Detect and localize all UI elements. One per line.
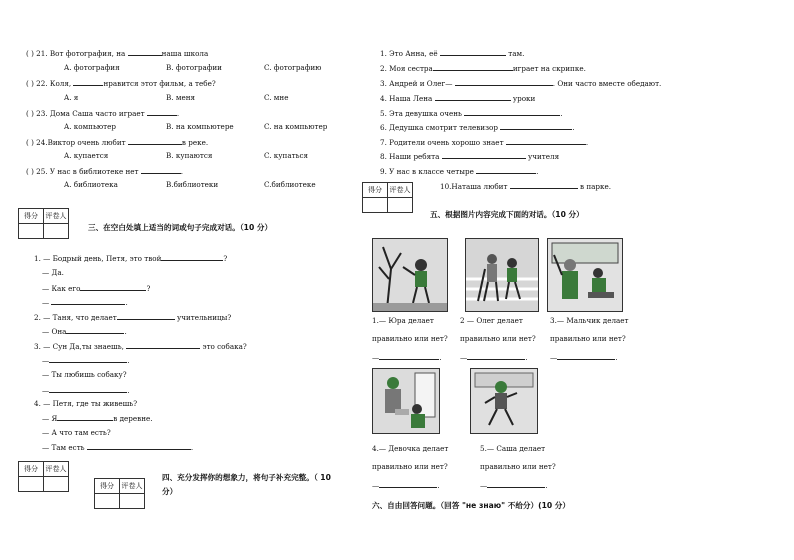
dialog-line: — . xyxy=(42,386,130,395)
pic-question-line: 4.— Девочка делает xyxy=(372,444,449,453)
pic-answer-line: — . xyxy=(550,353,618,362)
pic-question-line: 3.— Мальчик делает xyxy=(550,316,629,325)
pic-question-line: правильно или нет? xyxy=(480,462,556,471)
dialog-line: 1. — Бодрый день, Петя, это твой ? xyxy=(34,254,228,263)
illustration-icon xyxy=(548,239,622,311)
sentence-10: 10.Наташа любит в парке. xyxy=(440,182,612,191)
option-a: A. я xyxy=(64,93,79,102)
grader-label: 评卷人 xyxy=(44,462,69,477)
score-label: 得分 xyxy=(95,479,120,494)
option-c: C. мне xyxy=(264,93,289,102)
dialog-line: — Как его ? xyxy=(42,284,151,293)
option-c: C. на компьютер xyxy=(264,122,328,131)
score-cell[interactable] xyxy=(95,494,120,509)
illustration-icon xyxy=(471,369,537,433)
picture-5-boy-running xyxy=(470,368,538,434)
pic-answer-line: — . xyxy=(460,353,528,362)
sentence-8: 8. Наши ребята учителя xyxy=(380,152,560,161)
pic-question-line: 5.— Саша делает xyxy=(480,444,546,453)
illustration-icon xyxy=(373,239,447,311)
pic-question-line: правильно или нет? xyxy=(372,334,448,343)
option-b: B. фотографии xyxy=(166,63,222,72)
score-label: 得分 xyxy=(19,209,44,224)
dialog-line: — Да. xyxy=(42,268,64,277)
sentence-2: 2. Моя сестра играет на скрипке. xyxy=(380,64,586,73)
grader-cell[interactable] xyxy=(44,224,69,239)
score-cell[interactable] xyxy=(19,477,44,492)
score-label: 得分 xyxy=(19,462,44,477)
question-stem: ( ) 24.Виктор очень любит в реке. xyxy=(26,138,209,147)
dialog-line: 3. — Сун Да,ты знаешь, это собака? xyxy=(34,342,247,351)
option-c: C. фотографию xyxy=(264,63,322,72)
score-box xyxy=(362,182,413,213)
sentence-7: 7. Родители очень хорошо знает . xyxy=(380,138,589,147)
pic-question-line: правильно или нет? xyxy=(550,334,626,343)
picture-4-girl-with-teacher xyxy=(372,368,440,434)
option-a: A. фотография xyxy=(64,63,120,72)
section3-title: 三、在空白处填上适当的词或句子完成对话。（10 分） xyxy=(88,223,273,232)
question-stem: ( ) 22. Коля, нравится этот фильм, а тебе? xyxy=(26,79,216,88)
section5-title: 五、根据图片内容完成下面的对话。（10 分） xyxy=(430,210,584,219)
section6-title: 六、自由回答问题。（回答 "не знаю" 不给分）(10 分） xyxy=(372,501,570,510)
sentence-1: 1. Это Анна, её там. xyxy=(380,49,525,58)
score-box xyxy=(18,461,69,492)
question-stem: ( ) 23. Дома Саша часто играет . xyxy=(26,109,180,118)
sentence-6: 6. Дедушка смотрит телевизор . xyxy=(380,123,575,132)
dialog-line: — Ты любишь собаку? xyxy=(42,370,127,379)
dialog-line: — Там есть . xyxy=(42,443,194,452)
option-a: A. компьютер xyxy=(64,122,116,131)
picture-2-boy-helping-elder xyxy=(465,238,539,312)
grader-cell[interactable] xyxy=(388,198,413,213)
section4-title: 四、充分发挥你的想象力，将句子补充完整。（ 10 xyxy=(162,473,331,482)
sentence-3: 3. Андрей и Олег— . Они часто вместе обедают. xyxy=(380,79,662,88)
score-box xyxy=(94,478,145,509)
pic-question-line: 1.— Юра делает xyxy=(372,316,434,325)
dialog-line: — Я в деревне. xyxy=(42,414,153,423)
score-cell[interactable] xyxy=(19,224,44,239)
dialog-line: 4. — Петя, где ты живешь? xyxy=(34,399,138,408)
picture-1-boy-breaking-tree xyxy=(372,238,448,312)
dialog-line: — Она . xyxy=(42,327,127,336)
option-b: B. меня xyxy=(166,93,196,102)
dialog-line: — А что там есть? xyxy=(42,428,111,437)
grader-label: 评卷人 xyxy=(44,209,69,224)
option-b: B. купаются xyxy=(166,151,213,160)
grader-cell[interactable] xyxy=(120,494,145,509)
pic-question-line: правильно или нет? xyxy=(460,334,536,343)
option-c: C.библиотеке xyxy=(264,180,316,189)
dialog-line: — . xyxy=(42,356,130,365)
option-a: A. купается xyxy=(64,151,109,160)
illustration-icon xyxy=(373,369,439,433)
option-b: B.библиотеки xyxy=(166,180,219,189)
grader-cell[interactable] xyxy=(44,477,69,492)
picture-3-boy-on-bus xyxy=(547,238,623,312)
question-stem: ( ) 21. Вот фотография, на наша школа xyxy=(26,49,209,58)
option-c: C. купаться xyxy=(264,151,309,160)
section4-title-cont: 分） xyxy=(162,487,178,496)
pic-question-line: 2 — Олег делает xyxy=(460,316,523,325)
grader-label: 评卷人 xyxy=(388,183,413,198)
pic-question-line: правильно или нет? xyxy=(372,462,448,471)
question-stem: ( ) 25. У нас в библиотеке нет . xyxy=(26,167,184,176)
grader-label: 评卷人 xyxy=(120,479,145,494)
pic-answer-line: — . xyxy=(372,481,440,490)
pic-answer-line: — . xyxy=(372,353,442,362)
pic-answer-line: — . xyxy=(480,481,548,490)
illustration-icon xyxy=(466,239,538,311)
dialog-line: 2. — Таня, что делает учительницы? xyxy=(34,313,232,322)
score-label: 得分 xyxy=(363,183,388,198)
option-a: A. библиотека xyxy=(64,180,118,189)
option-b: B. на компьютере xyxy=(166,122,234,131)
sentence-4: 4. Наша Лена уроки xyxy=(380,94,536,103)
sentence-5: 5. Эта девушка очень . xyxy=(380,109,563,118)
sentence-9: 9. У нас в классе четыре . xyxy=(380,167,539,176)
score-box xyxy=(18,208,69,239)
dialog-line: — . xyxy=(42,298,128,307)
score-cell[interactable] xyxy=(363,198,388,213)
